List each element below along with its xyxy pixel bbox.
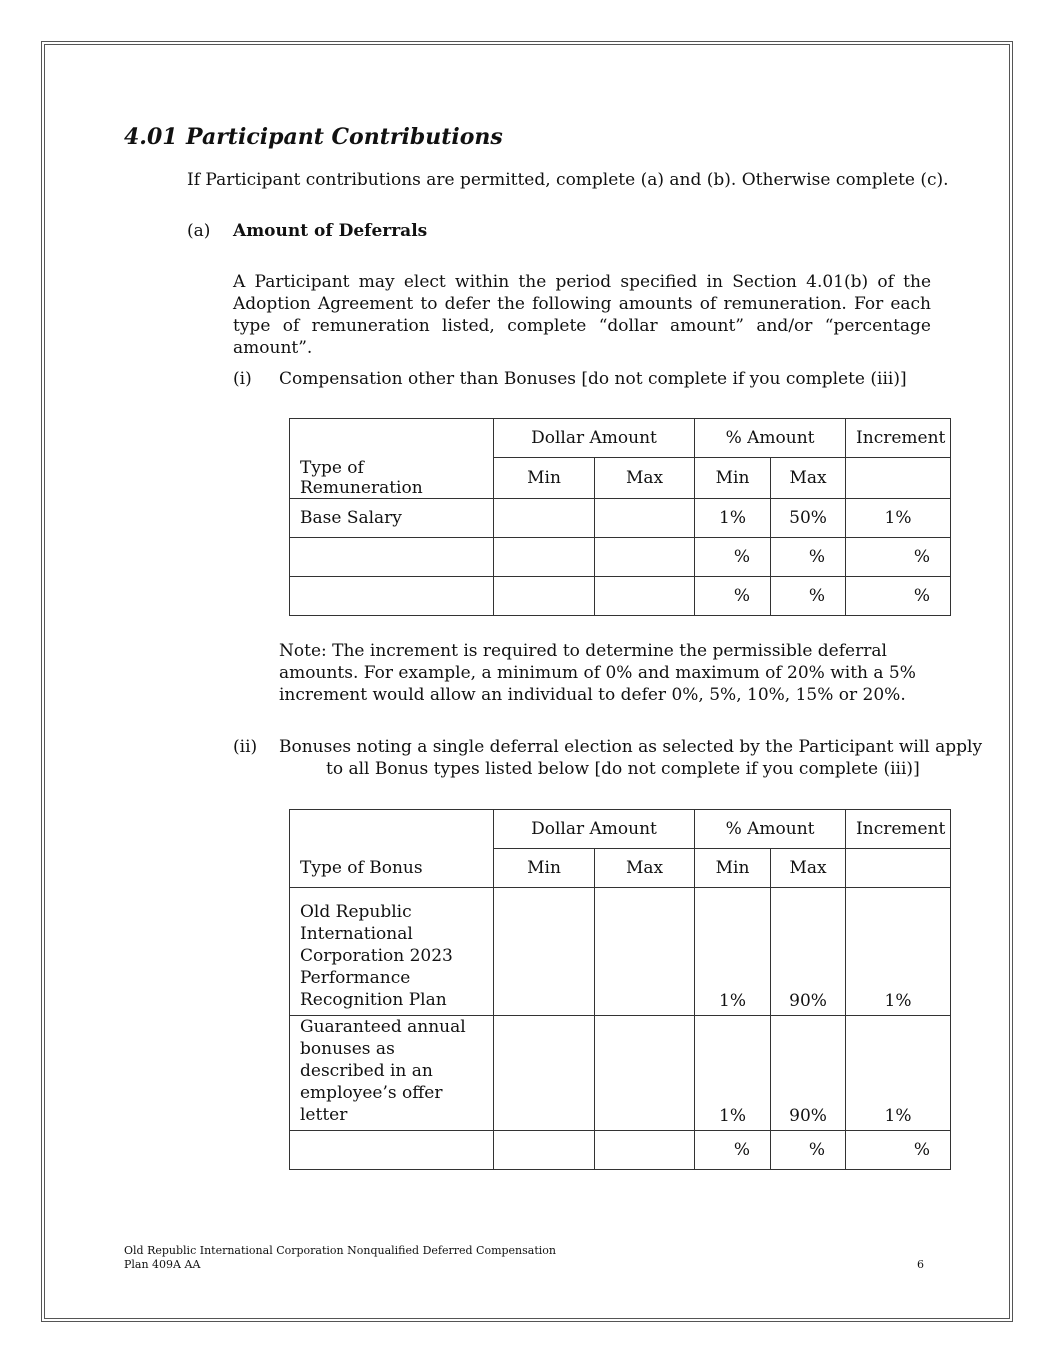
type-of-bonus-header: Type of Bonus — [290, 849, 494, 888]
percent-min-cell[interactable]: 1% — [695, 498, 771, 537]
dollar-min-header: Min — [494, 458, 595, 499]
table-row — [290, 498, 951, 537]
increment-header: Increment — [846, 419, 951, 458]
bonus-type-cell[interactable] — [290, 1131, 494, 1170]
percent-max-cell[interactable]: % — [771, 1131, 846, 1170]
percent-amount-header: % Amount — [695, 810, 846, 849]
percent-min-header: Min — [695, 458, 771, 499]
subsection-a-label: (a) — [187, 221, 211, 241]
dollar-max-cell[interactable] — [595, 576, 695, 615]
section-number: 4.01 — [124, 124, 178, 150]
item-ii-text-line1: Bonuses noting a single deferral election as selected by the Participant will apply — [279, 737, 983, 757]
dollar-max-header: Max — [595, 458, 695, 499]
bonus-type-cell[interactable]: Guaranteed annual bonuses as described in an employee’s offer letter — [290, 1016, 494, 1131]
percent-min-cell[interactable]: 1% — [695, 1016, 771, 1131]
increment-subheader — [846, 458, 951, 499]
percent-min-cell[interactable]: % — [695, 537, 771, 576]
dollar-amount-header: Dollar Amount — [494, 810, 695, 849]
dollar-max-cell[interactable] — [595, 1131, 695, 1170]
dollar-max-cell[interactable] — [595, 498, 695, 537]
table-cell-empty — [290, 419, 494, 458]
dollar-min-header: Min — [494, 849, 595, 888]
deferral-paragraph: A Participant may elect within the period specified in Section 4.01(b) of the Adoption Agreement to defer the following amounts of remuneration. For each type of remuneration listed, complete “dollar amount” and/or “percentage amount”. — [233, 272, 931, 358]
type-of-remuneration-header: Type of Remuneration — [290, 458, 494, 499]
increment-cell[interactable]: % — [846, 537, 951, 576]
subsection-a-title: Amount of Deferrals — [233, 221, 428, 241]
table-row — [290, 888, 951, 1016]
table-cell-empty — [290, 810, 494, 849]
percent-max-cell[interactable]: % — [771, 576, 846, 615]
footer-line-1: Old Republic International Corporation Nonqualified Deferred Compensation — [124, 1244, 556, 1257]
increment-cell[interactable]: 1% — [846, 498, 951, 537]
dollar-max-cell[interactable] — [595, 537, 695, 576]
section-intro: If Participant contributions are permitted, complete (a) and (b). Otherwise complete (c). — [187, 170, 949, 190]
remuneration-type-cell[interactable]: Base Salary — [290, 498, 494, 537]
increment-cell[interactable]: % — [846, 576, 951, 615]
table-row — [290, 1016, 951, 1131]
table-row — [290, 576, 951, 615]
percent-min-header: Min — [695, 849, 771, 888]
increment-cell[interactable]: % — [846, 1131, 951, 1170]
dollar-min-cell[interactable] — [494, 1016, 595, 1131]
remuneration-table — [289, 418, 951, 616]
bonus-table — [289, 809, 951, 1170]
item-ii-text-line2: to all Bonus types listed below [do not complete if you complete (iii)] — [326, 759, 920, 779]
table-row — [290, 1131, 951, 1170]
dollar-max-cell[interactable] — [595, 888, 695, 1016]
percent-amount-header: % Amount — [695, 419, 846, 458]
percent-max-cell[interactable]: 90% — [771, 1016, 846, 1131]
section-title: Participant Contributions — [186, 124, 503, 150]
footer-line-2: Plan 409A AA — [124, 1258, 201, 1271]
dollar-min-cell[interactable] — [494, 576, 595, 615]
percent-max-cell[interactable]: % — [771, 537, 846, 576]
percent-max-header: Max — [771, 458, 846, 499]
remuneration-type-cell[interactable] — [290, 576, 494, 615]
dollar-min-cell[interactable] — [494, 498, 595, 537]
percent-max-header: Max — [771, 849, 846, 888]
percent-max-cell[interactable]: 90% — [771, 888, 846, 1016]
section-heading — [124, 124, 503, 150]
dollar-max-header: Max — [595, 849, 695, 888]
dollar-min-cell[interactable] — [494, 537, 595, 576]
document-footer — [124, 1244, 556, 1272]
increment-header: Increment — [846, 810, 951, 849]
increment-note: Note: The increment is required to determine the permissible deferral amounts. For example, a minimum of 0% and maximum of 20% with a 5% increment would allow an individual to defer 0%, 5%, 10%, 15% or 20%. — [279, 641, 916, 705]
remuneration-type-cell[interactable] — [290, 537, 494, 576]
increment-cell[interactable]: 1% — [846, 1016, 951, 1131]
percent-max-cell[interactable]: 50% — [771, 498, 846, 537]
dollar-amount-header: Dollar Amount — [494, 419, 695, 458]
percent-min-cell[interactable]: % — [695, 576, 771, 615]
bonus-type-cell[interactable]: Old Republic International Corporation 2023 Performance Recognition Plan — [290, 888, 494, 1016]
dollar-min-cell[interactable] — [494, 1131, 595, 1170]
table-row — [290, 537, 951, 576]
percent-min-cell[interactable]: 1% — [695, 888, 771, 1016]
dollar-max-cell[interactable] — [595, 1016, 695, 1131]
increment-cell[interactable]: 1% — [846, 888, 951, 1016]
page-number: 6 — [917, 1258, 924, 1271]
dollar-min-cell[interactable] — [494, 888, 595, 1016]
item-i-label: (i) — [233, 369, 252, 389]
item-i-text: Compensation other than Bonuses [do not complete if you complete (iii)] — [279, 369, 907, 389]
item-ii-label: (ii) — [233, 737, 258, 757]
increment-subheader — [846, 849, 951, 888]
percent-min-cell[interactable]: % — [695, 1131, 771, 1170]
